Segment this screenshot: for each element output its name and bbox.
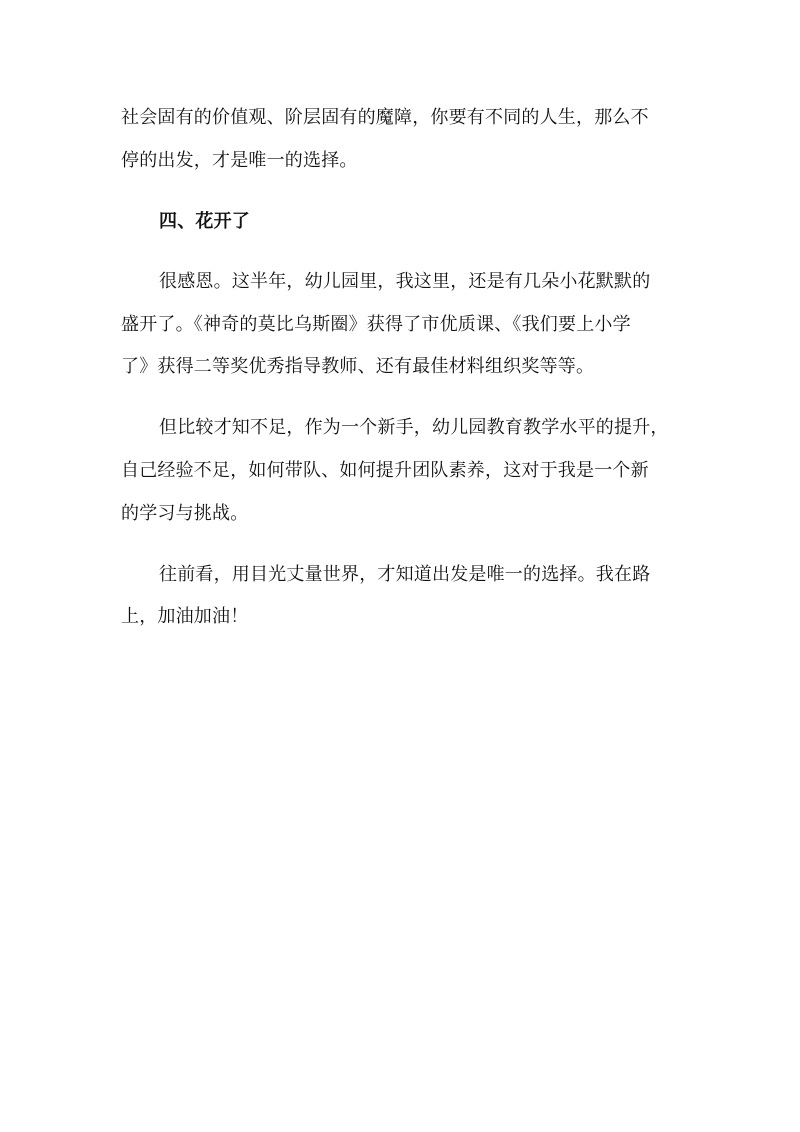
paragraph-3-line-1: 但比较才知不足，作为一个新手，幼儿园教育教学水平的提升，: [159, 417, 669, 438]
paragraph-2-line-3: 了》获得二等奖优秀指导教师、还有最佳材料组织奖等等。: [121, 356, 595, 377]
paragraph-3-line-3: 的学习与挑战。: [121, 503, 249, 524]
paragraph-1-line-1: 社会固有的价值观、阶层固有的魔障，你要有不同的人生，那么不: [121, 107, 649, 128]
paragraph-2-line-2: 盛开了。《神奇的莫比乌斯圈》获得了市优质课、《我们要上小学: [121, 314, 631, 335]
paragraph-4-line-2: 上，加油加油！: [121, 606, 249, 627]
paragraph-2-line-1: 很感恩。这半年，幼儿园里，我这里，还是有几朵小花默默的: [159, 271, 651, 292]
paragraph-3-line-2: 自己经验不足，如何带队、如何提升团队素养，这对于我是一个新: [121, 460, 649, 481]
paragraph-4-line-1: 往前看，用目光丈量世界，才知道出发是唯一的选择。我在路: [159, 564, 651, 585]
section-heading: 四、花开了: [159, 211, 250, 232]
paragraph-1-line-2: 停的出发，才是唯一的选择。: [121, 150, 358, 171]
